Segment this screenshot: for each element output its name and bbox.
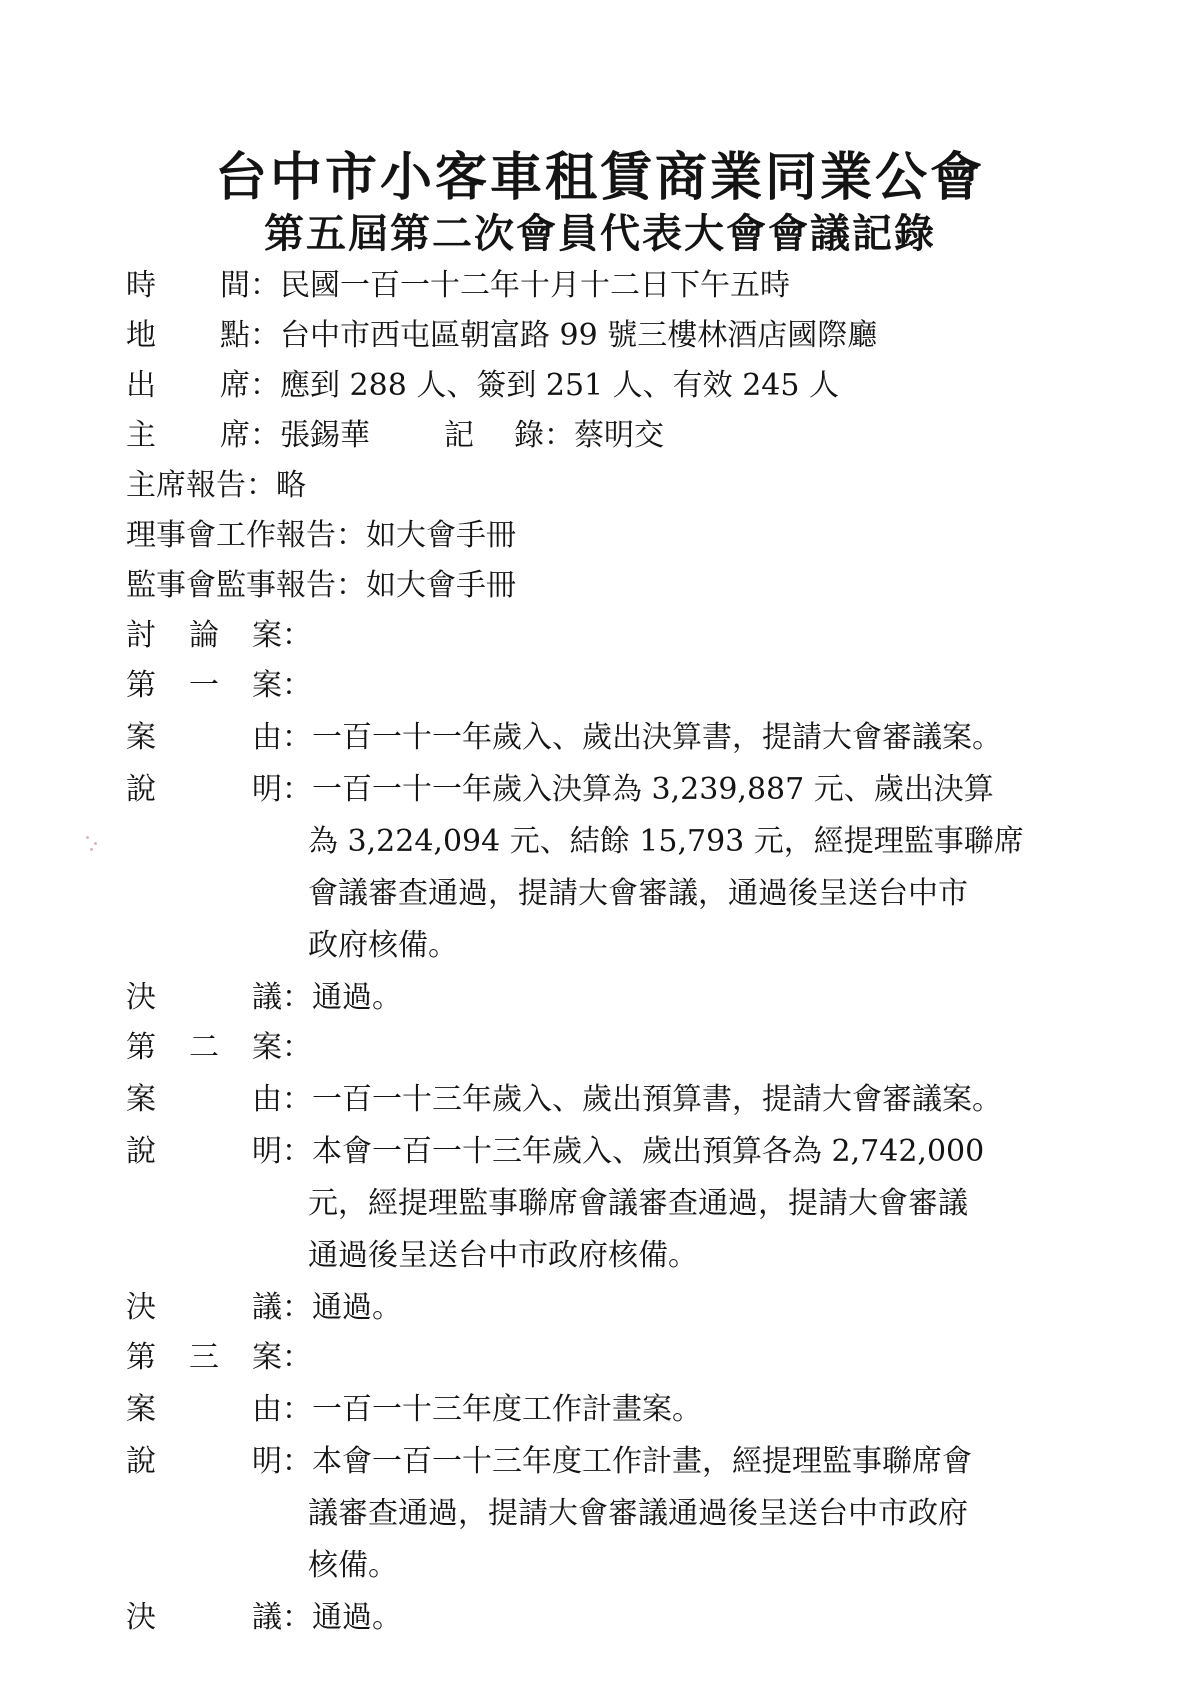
supervisor-report-row: 監事會監事報告：如大會手冊 [126, 562, 516, 610]
recorder-label: 記錄 [444, 418, 544, 453]
case-resolution-row: 決議：通過。 [126, 1594, 402, 1642]
case-explain-row: 說明：本會一百一十三年度工作計畫，經提理監事聯席會 [126, 1438, 972, 1486]
case-reason-label: 案由 [126, 720, 282, 755]
case-explain-line: 政府核備。 [308, 928, 458, 963]
case-explain-label: 說明 [126, 1134, 282, 1169]
discussion-label: 討論案 [126, 618, 282, 653]
case-reason-text: 一百一十三年度工作計畫案。 [312, 1392, 702, 1427]
case-explain-row: 說明：本會一百一十三年歲入、歲出預算各為 2,742,000 [126, 1128, 984, 1176]
case-resolution-label: 決議 [126, 1290, 282, 1325]
supervisor-report-value: 如大會手冊 [366, 568, 516, 603]
case-reason-row: 案由：一百一十一年歲入、歲出決算書，提請大會審議案。 [126, 714, 1002, 762]
case-reason-text: 一百一十三年歲入、歲出預算書，提請大會審議案。 [312, 1082, 1002, 1117]
case-explain-line: 元，經提理監事聯席會議審查通過，提請大會審議 [308, 1186, 968, 1221]
case-resolution-row: 決議：通過。 [126, 1284, 402, 1332]
case-explain-line: 為 3,224,094 元、結餘 15,793 元，經提理監事聯席 [308, 824, 1024, 859]
recorder-value: 蔡明交 [574, 418, 664, 453]
chair-label: 主席 [126, 418, 250, 453]
document-subtitle: 第五屆第二次會員代表大會會議記錄 [264, 210, 936, 257]
case-explain-label: 說明 [126, 1444, 282, 1479]
attendance-row: 出席：應到 288 人、簽到 251 人、有效 245 人 [126, 362, 839, 410]
case-reason-label: 案由 [126, 1392, 282, 1427]
supervisor-report-label: 監事會監事報告 [126, 568, 336, 603]
case-explain-line: 核備。 [308, 1548, 398, 1583]
case-heading: 第三案： [126, 1334, 312, 1382]
attendance-label: 出席 [126, 368, 250, 403]
scan-speck [86, 836, 89, 839]
case-explain-line: 本會一百一十三年歲入、歲出預算各為 2,742,000 [312, 1134, 985, 1169]
case-reason-row: 案由：一百一十三年歲入、歲出預算書，提請大會審議案。 [126, 1076, 1002, 1124]
case-reason-label: 案由 [126, 1082, 282, 1117]
case-resolution-text: 通過。 [312, 980, 402, 1015]
document-title: 台中市小客車租賃商業同業公會 [214, 147, 985, 208]
case-heading-label: 第一案 [126, 668, 282, 703]
case-explain-line: 本會一百一十三年度工作計畫，經提理監事聯席會 [312, 1444, 972, 1479]
case-resolution-row: 決議：通過。 [126, 974, 402, 1022]
chair-report-row: 主席報告：略 [126, 462, 306, 510]
case-heading: 第二案： [126, 1024, 312, 1072]
scan-speck [94, 842, 97, 845]
case-resolution-label: 決議 [126, 980, 282, 1015]
scan-speck [90, 848, 93, 851]
case-explain-line: 通過後呈送台中市政府核備。 [308, 1238, 698, 1273]
place-label: 地點 [126, 318, 250, 353]
case-explain-line: 議審查通過，提請大會審議通過後呈送台中市政府 [308, 1496, 968, 1531]
board-report-value: 如大會手冊 [366, 518, 516, 553]
case-reason-text: 一百一十一年歲入、歲出決算書，提請大會審議案。 [312, 720, 1002, 755]
case-heading-label: 第三案 [126, 1340, 282, 1375]
chair-row: 主席：張錫華 記錄：蔡明交 [126, 412, 664, 460]
time-row: 時間：民國一百一十二年十月十二日下午五時 [126, 262, 790, 310]
case-heading-label: 第二案 [126, 1030, 282, 1065]
place-value: 台中市西屯區朝富路 99 號三樓林酒店國際廳 [280, 318, 878, 353]
case-explain-line: 一百一十一年歲入決算為 3,239,887 元、歲出決算 [312, 772, 994, 807]
case-explain-label: 說明 [126, 772, 282, 807]
attendance-value: 應到 288 人、簽到 251 人、有效 245 人 [280, 368, 839, 403]
case-explain-row: 說明：一百一十一年歲入決算為 3,239,887 元、歲出決算 [126, 766, 994, 814]
case-resolution-text: 通過。 [312, 1290, 402, 1325]
time-value: 民國一百一十二年十月十二日下午五時 [280, 268, 790, 303]
case-heading: 第一案： [126, 662, 312, 710]
chair-value: 張錫華 [280, 418, 370, 453]
case-explain-line: 會議審查通過，提請大會審議，通過後呈送台中市 [308, 876, 968, 911]
case-resolution-text: 通過。 [312, 1600, 402, 1635]
time-label: 時間 [126, 268, 250, 303]
place-row: 地點：台中市西屯區朝富路 99 號三樓林酒店國際廳 [126, 312, 877, 360]
case-reason-row: 案由：一百一十三年度工作計畫案。 [126, 1386, 702, 1434]
discussion-heading: 討論案： [126, 612, 312, 660]
board-report-row: 理事會工作報告：如大會手冊 [126, 512, 516, 560]
chair-report-label: 主席報告 [126, 468, 246, 503]
board-report-label: 理事會工作報告 [126, 518, 336, 553]
case-resolution-label: 決議 [126, 1600, 282, 1635]
chair-report-value: 略 [276, 468, 306, 503]
